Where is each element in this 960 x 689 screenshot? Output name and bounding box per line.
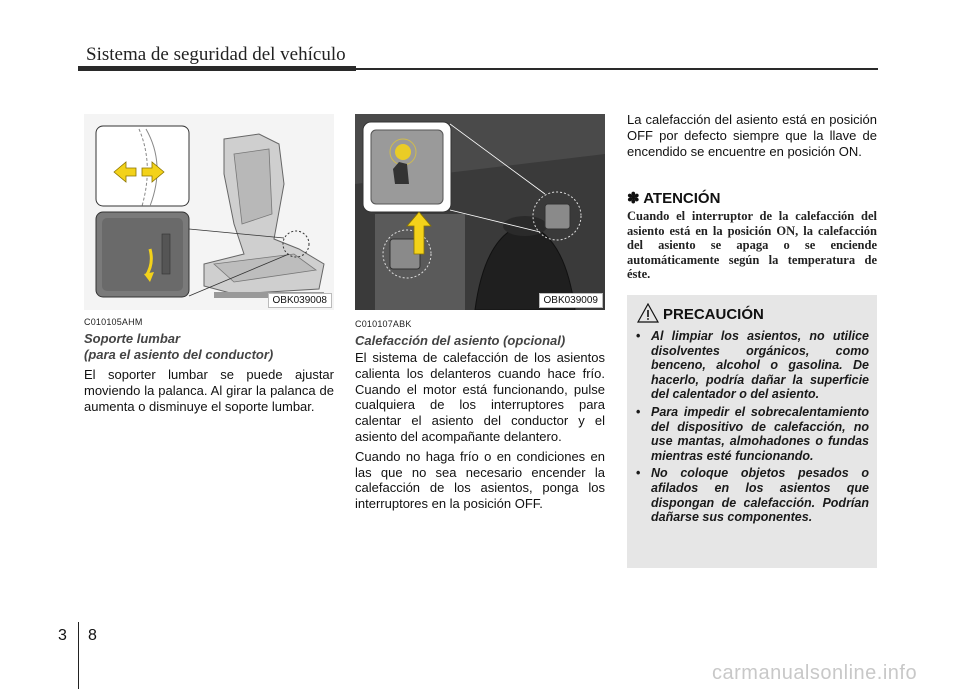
lumbar-seat-illustration [84, 114, 334, 310]
caution-title: PRECAUCIÓN [663, 306, 764, 323]
caution-item: • Para impedir el sobrecalentamiento del dispositivo de calefacción, no use mantas, almohadones o fundas mientras esté funcionando. [636, 404, 869, 463]
caution-item-text: Para impedir el sobrecalentamiento del dispositivo de calefacción, no use mantas, almohadones o fundas mientras esté funcionando. [651, 404, 869, 463]
caution-box [627, 295, 877, 568]
heated-seat-switch-illustration [355, 114, 605, 310]
console-drawing [355, 114, 605, 310]
paragraph: El sistema de calefacción de los asientos calienta los delanteros cuando hace frío. Cuando el motor está funcionando, pulse cualquiera de los interruptores para calentar el asiento del conductor y el asiento del acompañante delantero. [355, 350, 605, 444]
section-title: Sistema de seguridad del vehículo [86, 44, 346, 65]
attention-title: ATENCIÓN [643, 190, 721, 207]
attention-heading [627, 189, 720, 207]
caution-item: • No coloque objetos pesados o afilados en los asientos que dispongan de calefacción. Podrían dañarse sus componentes. [636, 466, 869, 525]
caution-item-text: Al limpiar los asientos, no utilice disolventes orgánicos, como benceno, alcohol o gasolina. De hacerlo, podría dañar la superficie del calentador o del asiento. [651, 329, 869, 402]
caution-header [637, 303, 764, 323]
caution-list [633, 329, 869, 528]
subtitle-line-1: Soporte lumbar [84, 331, 181, 346]
subtitle-line-2: (para el asiento del conductor) [84, 347, 274, 362]
seat-drawing [84, 114, 334, 310]
attention-icon: ✽ [627, 190, 640, 207]
heated-seat-paragraphs [355, 350, 605, 516]
footer-rule [78, 622, 79, 689]
paragraph: El soporter lumbar se puede ajustar moviendo la palanca. Al girar la palanca de aumenta o disminuye el soporte lumbar. [84, 367, 334, 414]
watermark: carmanualsonline.info [712, 662, 918, 684]
section-code: C010107ABK [355, 319, 412, 329]
paragraph: La calefacción del asiento está en posición OFF por defecto siempre que la llave de encendido se encuentre en posición ON. [627, 112, 877, 159]
warning-triangle-icon [637, 303, 659, 323]
page-section-number: 3 [58, 627, 67, 644]
header-rule [78, 66, 356, 71]
image-label: OBK039009 [539, 293, 604, 308]
section-code: C010105AHM [84, 317, 143, 327]
subsection-title: Calefacción del asiento (opcional) [355, 333, 566, 348]
lumbar-paragraph [84, 367, 334, 418]
caution-item: • Al limpiar los asientos, no utilice disolventes orgánicos, como benceno, alcohol o gasolina. De hacerlo, podría dañar la superficie del calentador o del asiento. [636, 329, 869, 402]
attention-text: Cuando el interruptor de la calefacción del asiento está en la posición ON, la calefacción del asiento se apaga o se enciende automáticamente según la temperatura de éste. [627, 209, 877, 281]
intro-paragraph [627, 112, 877, 163]
paragraph: Cuando no haga frío o en condiciones en las que no sea necesario encender la calefacción de los asientos, ponga los interruptores en la posición OFF. [355, 448, 605, 512]
image-label: OBK039008 [268, 293, 333, 308]
subsection-title [84, 331, 334, 363]
caution-item-text: No coloque objetos pesados o afilados en los asientos que dispongan de calefacción. Podrían dañarse sus componentes. [651, 466, 869, 525]
page-number: 8 [88, 627, 97, 644]
header-rule-thin [356, 68, 878, 70]
